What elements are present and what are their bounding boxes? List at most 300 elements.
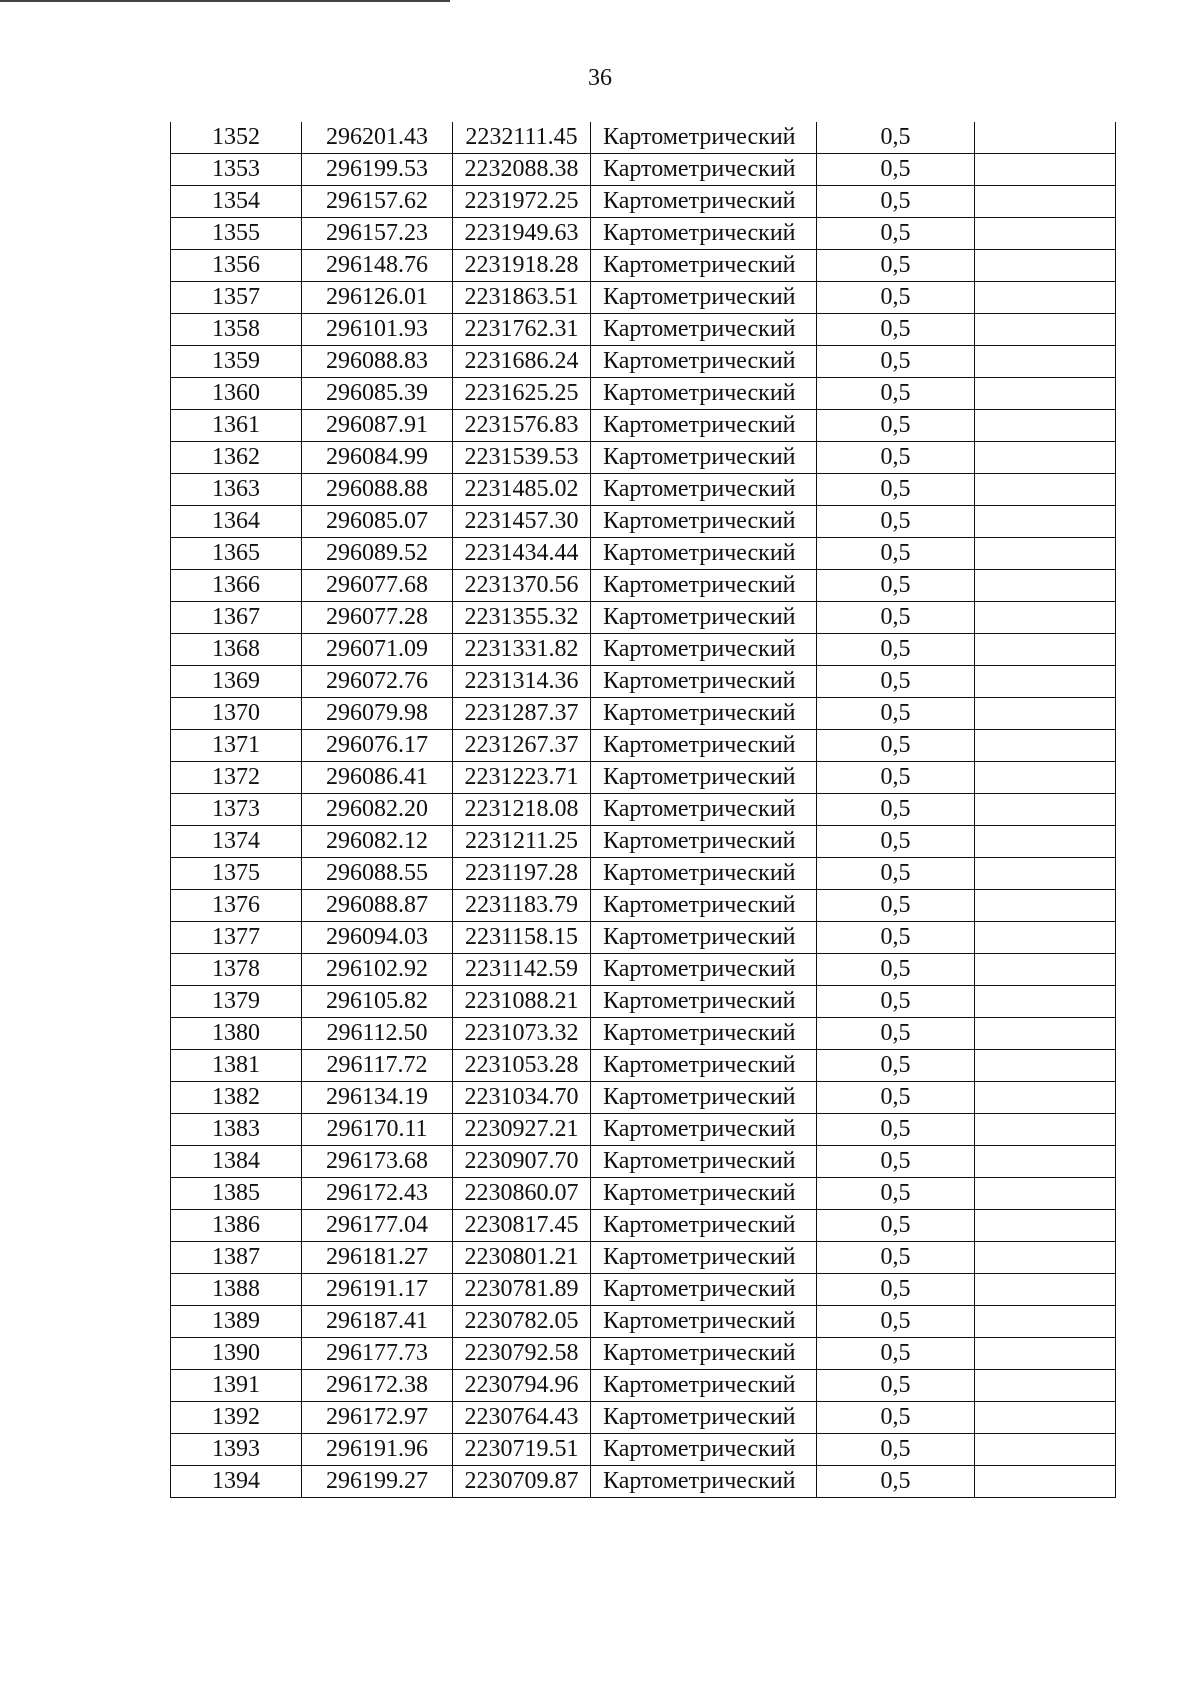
accuracy-cell: 0,5 [817, 346, 975, 378]
table-row [171, 442, 1116, 474]
method-cell: Картометрический [591, 1306, 817, 1338]
method-cell: Картометрический [591, 1402, 817, 1434]
table-row [171, 826, 1116, 858]
accuracy-cell: 0,5 [817, 282, 975, 314]
method-cell: Картометрический [591, 186, 817, 218]
method-cell: Картометрический [591, 730, 817, 762]
table-row [171, 378, 1116, 410]
accuracy-cell: 0,5 [817, 1146, 975, 1178]
x-coordinate-cell: 296094.03 [302, 922, 453, 954]
y-coordinate-cell: 2232111.45 [453, 122, 591, 154]
x-coordinate-cell: 296105.82 [302, 986, 453, 1018]
table-row [171, 1370, 1116, 1402]
accuracy-cell: 0,5 [817, 154, 975, 186]
x-coordinate-cell: 296079.98 [302, 698, 453, 730]
y-coordinate-cell: 2230794.96 [453, 1370, 591, 1402]
accuracy-cell: 0,5 [817, 442, 975, 474]
y-coordinate-cell: 2231211.25 [453, 826, 591, 858]
method-cell: Картометрический [591, 826, 817, 858]
method-cell: Картометрический [591, 122, 817, 154]
method-cell: Картометрический [591, 1242, 817, 1274]
point-number-cell: 1372 [171, 762, 302, 794]
table-row [171, 1466, 1116, 1498]
accuracy-cell: 0,5 [817, 602, 975, 634]
method-cell: Картометрический [591, 442, 817, 474]
point-number-cell: 1373 [171, 794, 302, 826]
point-number-cell: 1371 [171, 730, 302, 762]
method-cell: Картометрический [591, 1210, 817, 1242]
method-cell: Картометрический [591, 1274, 817, 1306]
x-coordinate-cell: 296177.04 [302, 1210, 453, 1242]
x-coordinate-cell: 296157.23 [302, 218, 453, 250]
point-number-cell: 1361 [171, 410, 302, 442]
point-number-cell: 1388 [171, 1274, 302, 1306]
note-cell [975, 346, 1116, 378]
method-cell: Картометрический [591, 1050, 817, 1082]
y-coordinate-cell: 2230719.51 [453, 1434, 591, 1466]
table-row [171, 218, 1116, 250]
note-cell [975, 1082, 1116, 1114]
x-coordinate-cell: 296199.27 [302, 1466, 453, 1498]
note-cell [975, 218, 1116, 250]
note-cell [975, 794, 1116, 826]
x-coordinate-cell: 296089.52 [302, 538, 453, 570]
point-number-cell: 1392 [171, 1402, 302, 1434]
note-cell [975, 1114, 1116, 1146]
note-cell [975, 314, 1116, 346]
y-coordinate-cell: 2230927.21 [453, 1114, 591, 1146]
point-number-cell: 1391 [171, 1370, 302, 1402]
point-number-cell: 1377 [171, 922, 302, 954]
x-coordinate-cell: 296101.93 [302, 314, 453, 346]
accuracy-cell: 0,5 [817, 1242, 975, 1274]
table-row [171, 762, 1116, 794]
table-row [171, 538, 1116, 570]
table-row [171, 730, 1116, 762]
point-number-cell: 1357 [171, 282, 302, 314]
table-row [171, 1050, 1116, 1082]
accuracy-cell: 0,5 [817, 186, 975, 218]
y-coordinate-cell: 2231314.36 [453, 666, 591, 698]
y-coordinate-cell: 2231625.25 [453, 378, 591, 410]
point-number-cell: 1362 [171, 442, 302, 474]
y-coordinate-cell: 2231034.70 [453, 1082, 591, 1114]
y-coordinate-cell: 2231686.24 [453, 346, 591, 378]
note-cell [975, 954, 1116, 986]
x-coordinate-cell: 296117.72 [302, 1050, 453, 1082]
table-row [171, 986, 1116, 1018]
accuracy-cell: 0,5 [817, 826, 975, 858]
note-cell [975, 538, 1116, 570]
x-coordinate-cell: 296087.91 [302, 410, 453, 442]
method-cell: Картометрический [591, 154, 817, 186]
x-coordinate-cell: 296172.97 [302, 1402, 453, 1434]
point-number-cell: 1387 [171, 1242, 302, 1274]
note-cell [975, 698, 1116, 730]
x-coordinate-cell: 296191.96 [302, 1434, 453, 1466]
table-row [171, 474, 1116, 506]
x-coordinate-cell: 296085.39 [302, 378, 453, 410]
y-coordinate-cell: 2231053.28 [453, 1050, 591, 1082]
accuracy-cell: 0,5 [817, 634, 975, 666]
note-cell [975, 922, 1116, 954]
method-cell: Картометрический [591, 602, 817, 634]
page-number: 36 [588, 65, 612, 91]
table-row [171, 1434, 1116, 1466]
x-coordinate-cell: 296172.43 [302, 1178, 453, 1210]
x-coordinate-cell: 296088.83 [302, 346, 453, 378]
x-coordinate-cell: 296088.88 [302, 474, 453, 506]
method-cell: Картометрический [591, 1018, 817, 1050]
table-row [171, 1146, 1116, 1178]
point-number-cell: 1356 [171, 250, 302, 282]
x-coordinate-cell: 296199.53 [302, 154, 453, 186]
method-cell: Картометрический [591, 986, 817, 1018]
x-coordinate-cell: 296173.68 [302, 1146, 453, 1178]
note-cell [975, 1242, 1116, 1274]
point-number-cell: 1367 [171, 602, 302, 634]
table-row [171, 890, 1116, 922]
table-row [171, 1338, 1116, 1370]
table-row [171, 250, 1116, 282]
accuracy-cell: 0,5 [817, 890, 975, 922]
note-cell [975, 474, 1116, 506]
y-coordinate-cell: 2231287.37 [453, 698, 591, 730]
point-number-cell: 1378 [171, 954, 302, 986]
accuracy-cell: 0,5 [817, 314, 975, 346]
accuracy-cell: 0,5 [817, 1338, 975, 1370]
note-cell [975, 1018, 1116, 1050]
x-coordinate-cell: 296157.62 [302, 186, 453, 218]
table-row [171, 922, 1116, 954]
method-cell: Картометрический [591, 954, 817, 986]
table-row [171, 666, 1116, 698]
coordinates-table-body [171, 122, 1116, 1498]
note-cell [975, 762, 1116, 794]
note-cell [975, 730, 1116, 762]
point-number-cell: 1384 [171, 1146, 302, 1178]
method-cell: Картометрический [591, 282, 817, 314]
x-coordinate-cell: 296082.20 [302, 794, 453, 826]
method-cell: Картометрический [591, 1114, 817, 1146]
point-number-cell: 1390 [171, 1338, 302, 1370]
table-row [171, 794, 1116, 826]
accuracy-cell: 0,5 [817, 1178, 975, 1210]
accuracy-cell: 0,5 [817, 954, 975, 986]
method-cell: Картометрический [591, 1370, 817, 1402]
y-coordinate-cell: 2231267.37 [453, 730, 591, 762]
method-cell: Картометрический [591, 890, 817, 922]
point-number-cell: 1370 [171, 698, 302, 730]
table-row [171, 602, 1116, 634]
y-coordinate-cell: 2231434.44 [453, 538, 591, 570]
accuracy-cell: 0,5 [817, 1434, 975, 1466]
accuracy-cell: 0,5 [817, 698, 975, 730]
x-coordinate-cell: 296187.41 [302, 1306, 453, 1338]
accuracy-cell: 0,5 [817, 1210, 975, 1242]
x-coordinate-cell: 296071.09 [302, 634, 453, 666]
x-coordinate-cell: 296201.43 [302, 122, 453, 154]
x-coordinate-cell: 296086.41 [302, 762, 453, 794]
note-cell [975, 1466, 1116, 1498]
scan-edge-line [0, 0, 450, 2]
accuracy-cell: 0,5 [817, 1402, 975, 1434]
x-coordinate-cell: 296088.55 [302, 858, 453, 890]
method-cell: Картометрический [591, 1434, 817, 1466]
y-coordinate-cell: 2232088.38 [453, 154, 591, 186]
y-coordinate-cell: 2231218.08 [453, 794, 591, 826]
accuracy-cell: 0,5 [817, 922, 975, 954]
table-row [171, 314, 1116, 346]
accuracy-cell: 0,5 [817, 1050, 975, 1082]
point-number-cell: 1375 [171, 858, 302, 890]
x-coordinate-cell: 296177.73 [302, 1338, 453, 1370]
coordinates-table [170, 122, 1116, 1498]
y-coordinate-cell: 2231370.56 [453, 570, 591, 602]
table-row [171, 570, 1116, 602]
x-coordinate-cell: 296102.92 [302, 954, 453, 986]
note-cell [975, 282, 1116, 314]
accuracy-cell: 0,5 [817, 570, 975, 602]
note-cell [975, 378, 1116, 410]
note-cell [975, 1050, 1116, 1082]
note-cell [975, 634, 1116, 666]
note-cell [975, 1210, 1116, 1242]
method-cell: Картометрический [591, 1178, 817, 1210]
y-coordinate-cell: 2231183.79 [453, 890, 591, 922]
point-number-cell: 1380 [171, 1018, 302, 1050]
point-number-cell: 1383 [171, 1114, 302, 1146]
method-cell: Картометрический [591, 1338, 817, 1370]
y-coordinate-cell: 2230801.21 [453, 1242, 591, 1274]
table-row [171, 154, 1116, 186]
accuracy-cell: 0,5 [817, 986, 975, 1018]
x-coordinate-cell: 296077.68 [302, 570, 453, 602]
method-cell: Картометрический [591, 1146, 817, 1178]
method-cell: Картометрический [591, 1082, 817, 1114]
accuracy-cell: 0,5 [817, 250, 975, 282]
method-cell: Картометрический [591, 1466, 817, 1498]
accuracy-cell: 0,5 [817, 1114, 975, 1146]
y-coordinate-cell: 2231485.02 [453, 474, 591, 506]
note-cell [975, 666, 1116, 698]
accuracy-cell: 0,5 [817, 666, 975, 698]
accuracy-cell: 0,5 [817, 218, 975, 250]
note-cell [975, 890, 1116, 922]
y-coordinate-cell: 2230781.89 [453, 1274, 591, 1306]
point-number-cell: 1379 [171, 986, 302, 1018]
accuracy-cell: 0,5 [817, 730, 975, 762]
x-coordinate-cell: 296085.07 [302, 506, 453, 538]
note-cell [975, 122, 1116, 154]
accuracy-cell: 0,5 [817, 506, 975, 538]
y-coordinate-cell: 2231142.59 [453, 954, 591, 986]
point-number-cell: 1366 [171, 570, 302, 602]
x-coordinate-cell: 296112.50 [302, 1018, 453, 1050]
point-number-cell: 1352 [171, 122, 302, 154]
accuracy-cell: 0,5 [817, 794, 975, 826]
note-cell [975, 1146, 1116, 1178]
x-coordinate-cell: 296126.01 [302, 282, 453, 314]
table-row [171, 346, 1116, 378]
accuracy-cell: 0,5 [817, 122, 975, 154]
note-cell [975, 602, 1116, 634]
method-cell: Картометрический [591, 538, 817, 570]
x-coordinate-cell: 296088.87 [302, 890, 453, 922]
y-coordinate-cell: 2231762.31 [453, 314, 591, 346]
note-cell [975, 442, 1116, 474]
point-number-cell: 1360 [171, 378, 302, 410]
note-cell [975, 1178, 1116, 1210]
method-cell: Картометрический [591, 314, 817, 346]
note-cell [975, 826, 1116, 858]
note-cell [975, 154, 1116, 186]
table-row [171, 506, 1116, 538]
point-number-cell: 1363 [171, 474, 302, 506]
coordinates-table-container [170, 122, 1116, 1498]
x-coordinate-cell: 296172.38 [302, 1370, 453, 1402]
y-coordinate-cell: 2231331.82 [453, 634, 591, 666]
y-coordinate-cell: 2231949.63 [453, 218, 591, 250]
accuracy-cell: 0,5 [817, 378, 975, 410]
accuracy-cell: 0,5 [817, 1370, 975, 1402]
y-coordinate-cell: 2231863.51 [453, 282, 591, 314]
method-cell: Картометрический [591, 762, 817, 794]
x-coordinate-cell: 296077.28 [302, 602, 453, 634]
y-coordinate-cell: 2231088.21 [453, 986, 591, 1018]
method-cell: Картометрический [591, 474, 817, 506]
table-row [171, 1402, 1116, 1434]
note-cell [975, 506, 1116, 538]
note-cell [975, 1370, 1116, 1402]
x-coordinate-cell: 296082.12 [302, 826, 453, 858]
note-cell [975, 410, 1116, 442]
point-number-cell: 1353 [171, 154, 302, 186]
accuracy-cell: 0,5 [817, 858, 975, 890]
table-row [171, 698, 1116, 730]
y-coordinate-cell: 2230860.07 [453, 1178, 591, 1210]
note-cell [975, 1402, 1116, 1434]
y-coordinate-cell: 2231918.28 [453, 250, 591, 282]
accuracy-cell: 0,5 [817, 762, 975, 794]
table-row [171, 1210, 1116, 1242]
x-coordinate-cell: 296084.99 [302, 442, 453, 474]
y-coordinate-cell: 2231539.53 [453, 442, 591, 474]
method-cell: Картометрический [591, 218, 817, 250]
point-number-cell: 1386 [171, 1210, 302, 1242]
y-coordinate-cell: 2230907.70 [453, 1146, 591, 1178]
point-number-cell: 1374 [171, 826, 302, 858]
y-coordinate-cell: 2230817.45 [453, 1210, 591, 1242]
point-number-cell: 1385 [171, 1178, 302, 1210]
point-number-cell: 1358 [171, 314, 302, 346]
accuracy-cell: 0,5 [817, 1306, 975, 1338]
method-cell: Картометрический [591, 794, 817, 826]
table-row [171, 1082, 1116, 1114]
accuracy-cell: 0,5 [817, 410, 975, 442]
note-cell [975, 570, 1116, 602]
y-coordinate-cell: 2231073.32 [453, 1018, 591, 1050]
note-cell [975, 1274, 1116, 1306]
table-row [171, 954, 1116, 986]
note-cell [975, 1338, 1116, 1370]
x-coordinate-cell: 296134.19 [302, 1082, 453, 1114]
method-cell: Картометрический [591, 666, 817, 698]
y-coordinate-cell: 2231576.83 [453, 410, 591, 442]
point-number-cell: 1369 [171, 666, 302, 698]
y-coordinate-cell: 2230764.43 [453, 1402, 591, 1434]
point-number-cell: 1364 [171, 506, 302, 538]
accuracy-cell: 0,5 [817, 1018, 975, 1050]
note-cell [975, 250, 1116, 282]
table-row [171, 858, 1116, 890]
point-number-cell: 1368 [171, 634, 302, 666]
x-coordinate-cell: 296072.76 [302, 666, 453, 698]
point-number-cell: 1355 [171, 218, 302, 250]
table-row [171, 410, 1116, 442]
x-coordinate-cell: 296076.17 [302, 730, 453, 762]
method-cell: Картометрический [591, 346, 817, 378]
point-number-cell: 1389 [171, 1306, 302, 1338]
point-number-cell: 1382 [171, 1082, 302, 1114]
point-number-cell: 1376 [171, 890, 302, 922]
note-cell [975, 858, 1116, 890]
x-coordinate-cell: 296148.76 [302, 250, 453, 282]
table-row [171, 282, 1116, 314]
accuracy-cell: 0,5 [817, 1466, 975, 1498]
accuracy-cell: 0,5 [817, 474, 975, 506]
method-cell: Картометрический [591, 250, 817, 282]
table-row [171, 1114, 1116, 1146]
method-cell: Картометрический [591, 410, 817, 442]
point-number-cell: 1381 [171, 1050, 302, 1082]
method-cell: Картометрический [591, 698, 817, 730]
point-number-cell: 1365 [171, 538, 302, 570]
y-coordinate-cell: 2230792.58 [453, 1338, 591, 1370]
y-coordinate-cell: 2230782.05 [453, 1306, 591, 1338]
table-row [171, 1018, 1116, 1050]
y-coordinate-cell: 2231457.30 [453, 506, 591, 538]
note-cell [975, 1434, 1116, 1466]
note-cell [975, 186, 1116, 218]
y-coordinate-cell: 2231355.32 [453, 602, 591, 634]
y-coordinate-cell: 2231197.28 [453, 858, 591, 890]
table-row [171, 1306, 1116, 1338]
table-row [171, 1274, 1116, 1306]
method-cell: Картометрический [591, 634, 817, 666]
point-number-cell: 1354 [171, 186, 302, 218]
y-coordinate-cell: 2231158.15 [453, 922, 591, 954]
y-coordinate-cell: 2231223.71 [453, 762, 591, 794]
table-row [171, 1178, 1116, 1210]
point-number-cell: 1393 [171, 1434, 302, 1466]
note-cell [975, 986, 1116, 1018]
accuracy-cell: 0,5 [817, 1274, 975, 1306]
point-number-cell: 1394 [171, 1466, 302, 1498]
accuracy-cell: 0,5 [817, 538, 975, 570]
method-cell: Картометрический [591, 922, 817, 954]
method-cell: Картометрический [591, 506, 817, 538]
y-coordinate-cell: 2230709.87 [453, 1466, 591, 1498]
accuracy-cell: 0,5 [817, 1082, 975, 1114]
point-number-cell: 1359 [171, 346, 302, 378]
x-coordinate-cell: 296181.27 [302, 1242, 453, 1274]
table-row [171, 1242, 1116, 1274]
x-coordinate-cell: 296170.11 [302, 1114, 453, 1146]
table-row [171, 186, 1116, 218]
x-coordinate-cell: 296191.17 [302, 1274, 453, 1306]
note-cell [975, 1306, 1116, 1338]
